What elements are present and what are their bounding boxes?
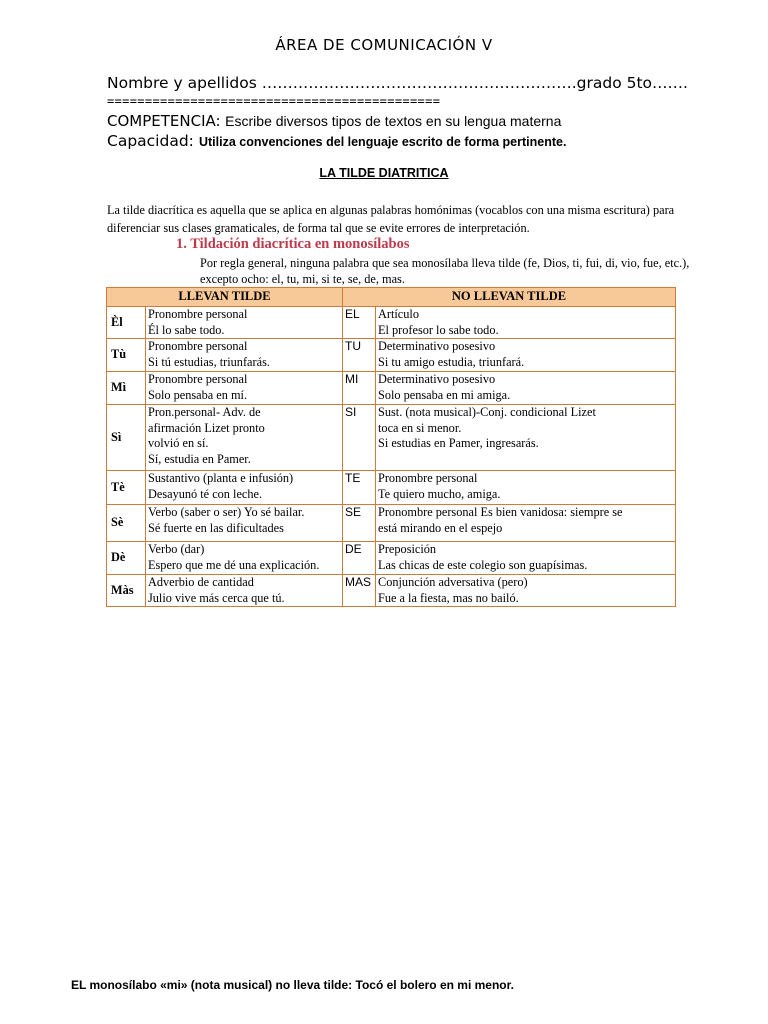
accented-description: Verbo (saber o ser) Yo sé bailar. Sé fuerte en las dificultades: [146, 505, 343, 542]
table-body: [107, 307, 676, 607]
table-row: [107, 505, 676, 542]
table-row: [107, 542, 676, 575]
accented-word: Màs: [107, 575, 146, 607]
unaccented-word: MAS: [343, 575, 376, 607]
unaccented-word: EL: [343, 307, 376, 339]
unaccented-description: Pronombre personal Te quiero mucho, amiga.: [376, 471, 676, 505]
accented-word: Èl: [107, 307, 146, 339]
unaccented-word: TE: [343, 471, 376, 505]
header-llevan-tilde: LLEVAN TILDE: [107, 288, 343, 307]
accented-description: Adverbio de cantidad Julio vive más cerca que tú.: [146, 575, 343, 607]
accented-word: Mì: [107, 372, 146, 405]
competencia-text: Escribe diversos tipos de textos en su lengua materna: [225, 113, 562, 129]
accented-description: Pronombre personal Solo pensaba en mí.: [146, 372, 343, 405]
accented-description: Sustantivo (planta e infusión) Desayunó té con leche.: [146, 471, 343, 505]
unaccented-description: Determinativo posesivo Si tu amigo estudia, triunfará.: [376, 339, 676, 372]
separator-line: ============================================: [107, 94, 441, 108]
table-row: [107, 307, 676, 339]
accented-description: Pronombre personal Él lo sabe todo.: [146, 307, 343, 339]
accented-word: Sè: [107, 505, 146, 542]
header-no-llevan-tilde: NO LLEVAN TILDE: [343, 288, 676, 307]
unaccented-word: DE: [343, 542, 376, 575]
unaccented-word: TU: [343, 339, 376, 372]
unaccented-description: Sust. (nota musical)-Conj. condicional Lizet toca en si menor. Si estudias en Pamer, ingresarás.: [376, 405, 676, 471]
section-heading: 1. Tildación diacrítica en monosílabos: [176, 236, 410, 252]
unaccented-word: MI: [343, 372, 376, 405]
unaccented-description: Pronombre personal Es bien vanidosa: siempre se está mirando en el espejo: [376, 505, 676, 542]
section-subtitle: [0, 166, 768, 180]
unaccented-description: Preposición Las chicas de este colegio son guapísimas.: [376, 542, 676, 575]
unaccented-description: Determinativo posesivo Solo pensaba en mi amiga.: [376, 372, 676, 405]
intro-paragraph: La tilde diacrítica es aquella que se aplica en algunas palabras homónimas (vocablos con una misma escritura) para diferenciar sus clases gramaticales, de forma tal que se evite errores de interpretación.: [107, 203, 675, 235]
subtitle-text: LA TILDE DIATRITICA: [319, 166, 449, 180]
table-row: [107, 405, 676, 471]
table-row: [107, 339, 676, 372]
accented-word: Tù: [107, 339, 146, 372]
accented-word: Tè: [107, 471, 146, 505]
unaccented-description: Conjunción adversativa (pero) Fue a la fiesta, mas no bailó.: [376, 575, 676, 607]
unaccented-description: Artículo El profesor lo sabe todo.: [376, 307, 676, 339]
footer-note: EL monosílabo «mi» (nota musical) no lleva tilde: Tocó el bolero en mi menor.: [71, 978, 514, 992]
unaccented-word: SI: [343, 405, 376, 471]
tilde-table: [106, 287, 676, 607]
student-name-line: Nombre y apellidos …………………………………………………….grado 5to…….: [107, 74, 688, 92]
page-title: ÁREA DE COMUNICACIÓN V: [275, 36, 493, 54]
accented-description: Verbo (dar) Espero que me dé una explicación.: [146, 542, 343, 575]
capacidad-label: Capacidad:: [107, 132, 194, 150]
accented-word: Dè: [107, 542, 146, 575]
competencia-line: [107, 112, 561, 130]
accented-description: Pronombre personal Si tú estudias, triunfarás.: [146, 339, 343, 372]
competencia-label: COMPETENCIA:: [107, 112, 221, 130]
rule-paragraph: Por regla general, ninguna palabra que sea monosílaba lleva tilde (fe, Dios, ti, fui, di, vio, fue, etc.), excepto ocho: el, tu, mi, si te, se, de, mas.: [200, 256, 690, 286]
table-header-row: [107, 288, 676, 307]
accented-word: Sì: [107, 405, 146, 471]
unaccented-word: SE: [343, 505, 376, 542]
capacidad-line: [107, 131, 566, 150]
table-row: [107, 471, 676, 505]
accented-description: Pron.personal- Adv. de afirmación Lizet pronto volvió en sí. Sí, estudia en Pamer.: [146, 405, 343, 471]
table-row: [107, 575, 676, 607]
capacidad-text: Utiliza convenciones del lenguaje escrito de forma pertinente.: [198, 135, 567, 149]
table-row: [107, 372, 676, 405]
